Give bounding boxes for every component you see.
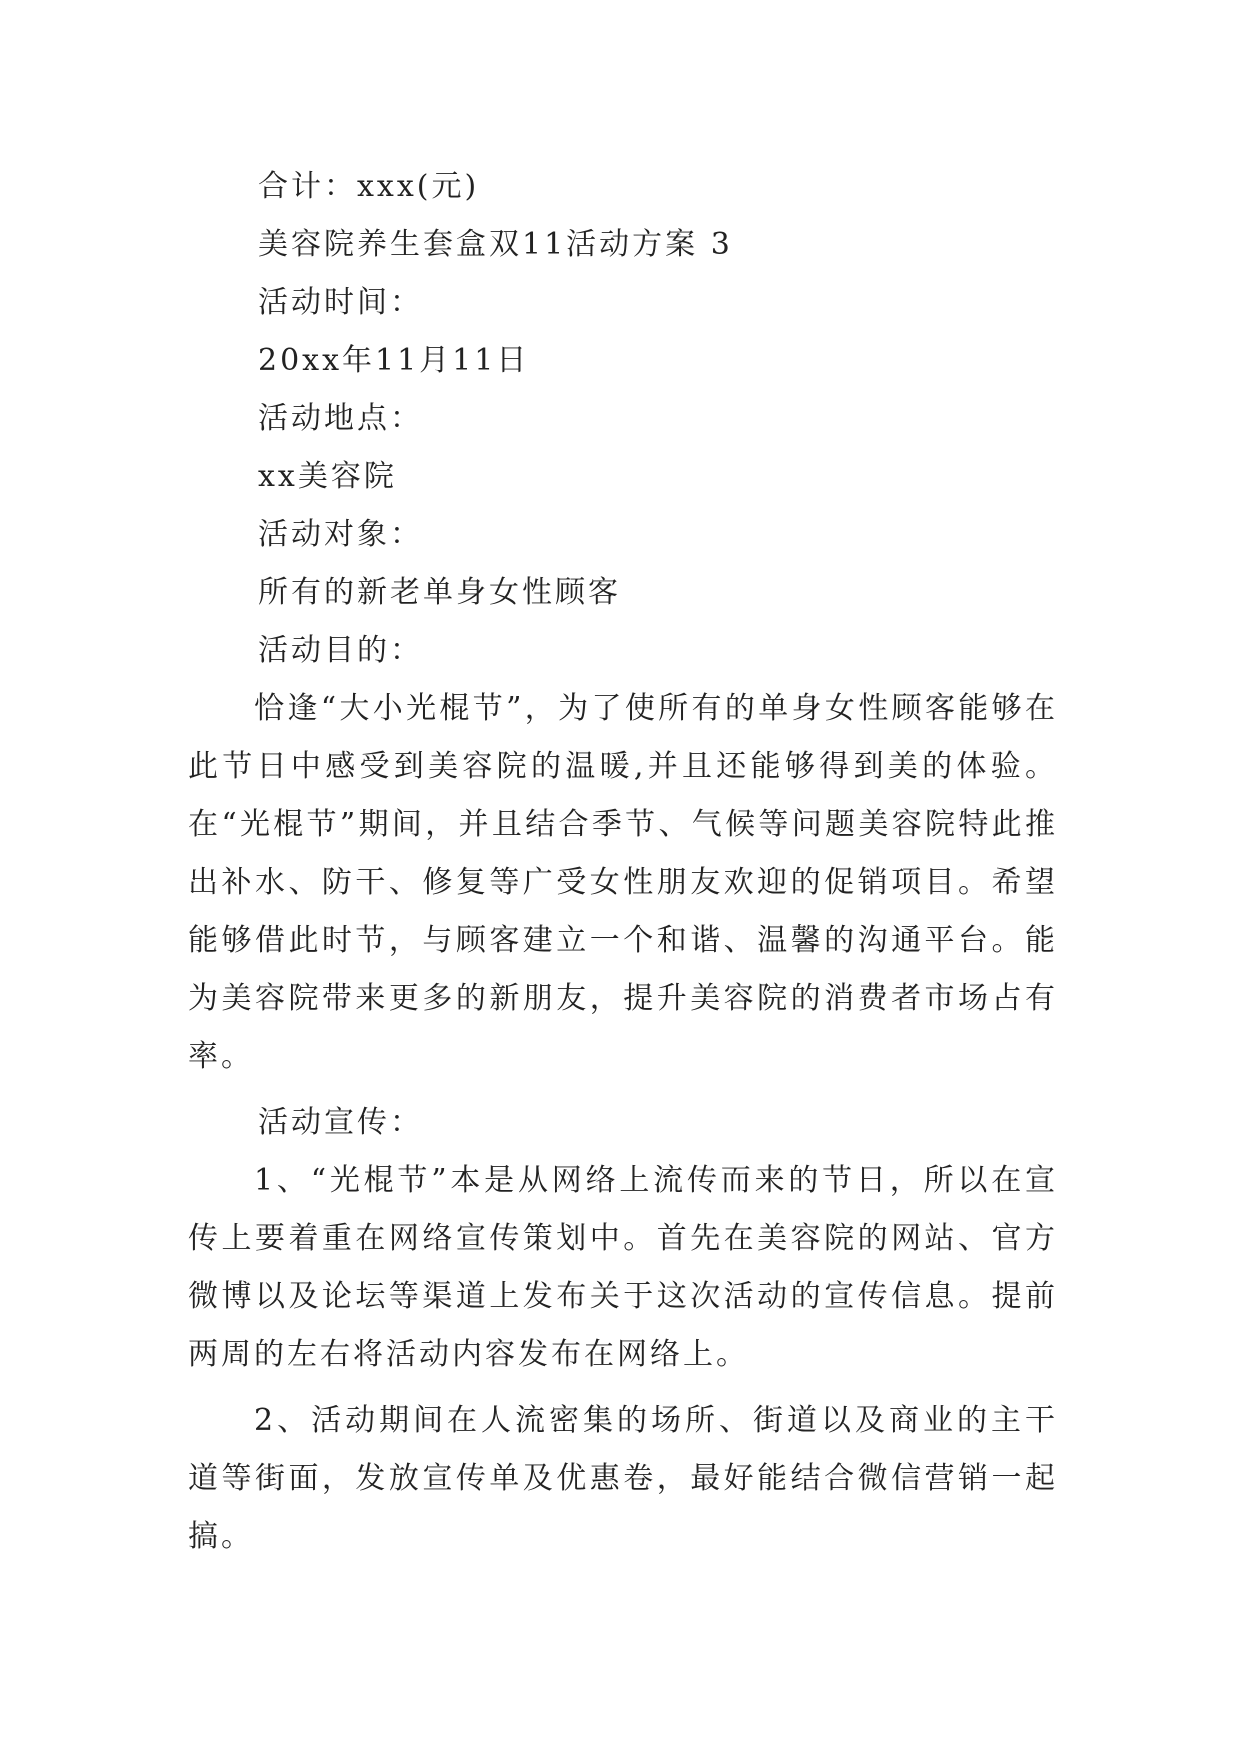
- promotion-item-1: 1、“光棍节”本是从网络上流传而来的节日，所以在宣传上要着重在网络宣传策划中。首先在美容院的网站、官方微博以及论坛等渠道上发布关于这次活动的宣传信息。提前两周的左右将活动内容发布在网络上。: [188, 1163, 1058, 1372]
- audience-value: 所有的新老单身女性顾客: [258, 575, 621, 610]
- purpose-label: 活动目的：: [258, 633, 423, 668]
- time-value: 20xx年11月11日: [258, 343, 530, 378]
- document-body: [188, 158, 1058, 1566]
- promotion-item-2: 2、活动期间在人流密集的场所、街道以及商业的主干道等街面，发放宣传单及优惠卷，最好能结合微信营销一起搞。: [188, 1403, 1058, 1554]
- plan-title: 美容院养生套盒双11活动方案 3: [258, 227, 733, 262]
- location-value: xx美容院: [258, 459, 397, 494]
- location-label: 活动地点：: [258, 401, 423, 436]
- promotion-heading: 活动宣传：: [258, 1105, 423, 1140]
- total-line: 合计：xxx(元): [258, 169, 480, 204]
- time-label: 活动时间：: [258, 285, 423, 320]
- purpose-paragraph: 恰逢“大小光棍节”，为了使所有的单身女性顾客能够在此节日中感受到美容院的温暖,并且还能够得到美的体验。在“光棍节”期间，并且结合季节、气候等问题美容院特此推出补水、防干、修复等广受女性朋友欢迎的促销项目。希望能够借此时节，与顾客建立一个和谐、温馨的沟通平台。能为美容院带来更多的新朋友，提升美容院的消费者市场占有率。: [188, 691, 1058, 1074]
- audience-label: 活动对象：: [258, 517, 423, 552]
